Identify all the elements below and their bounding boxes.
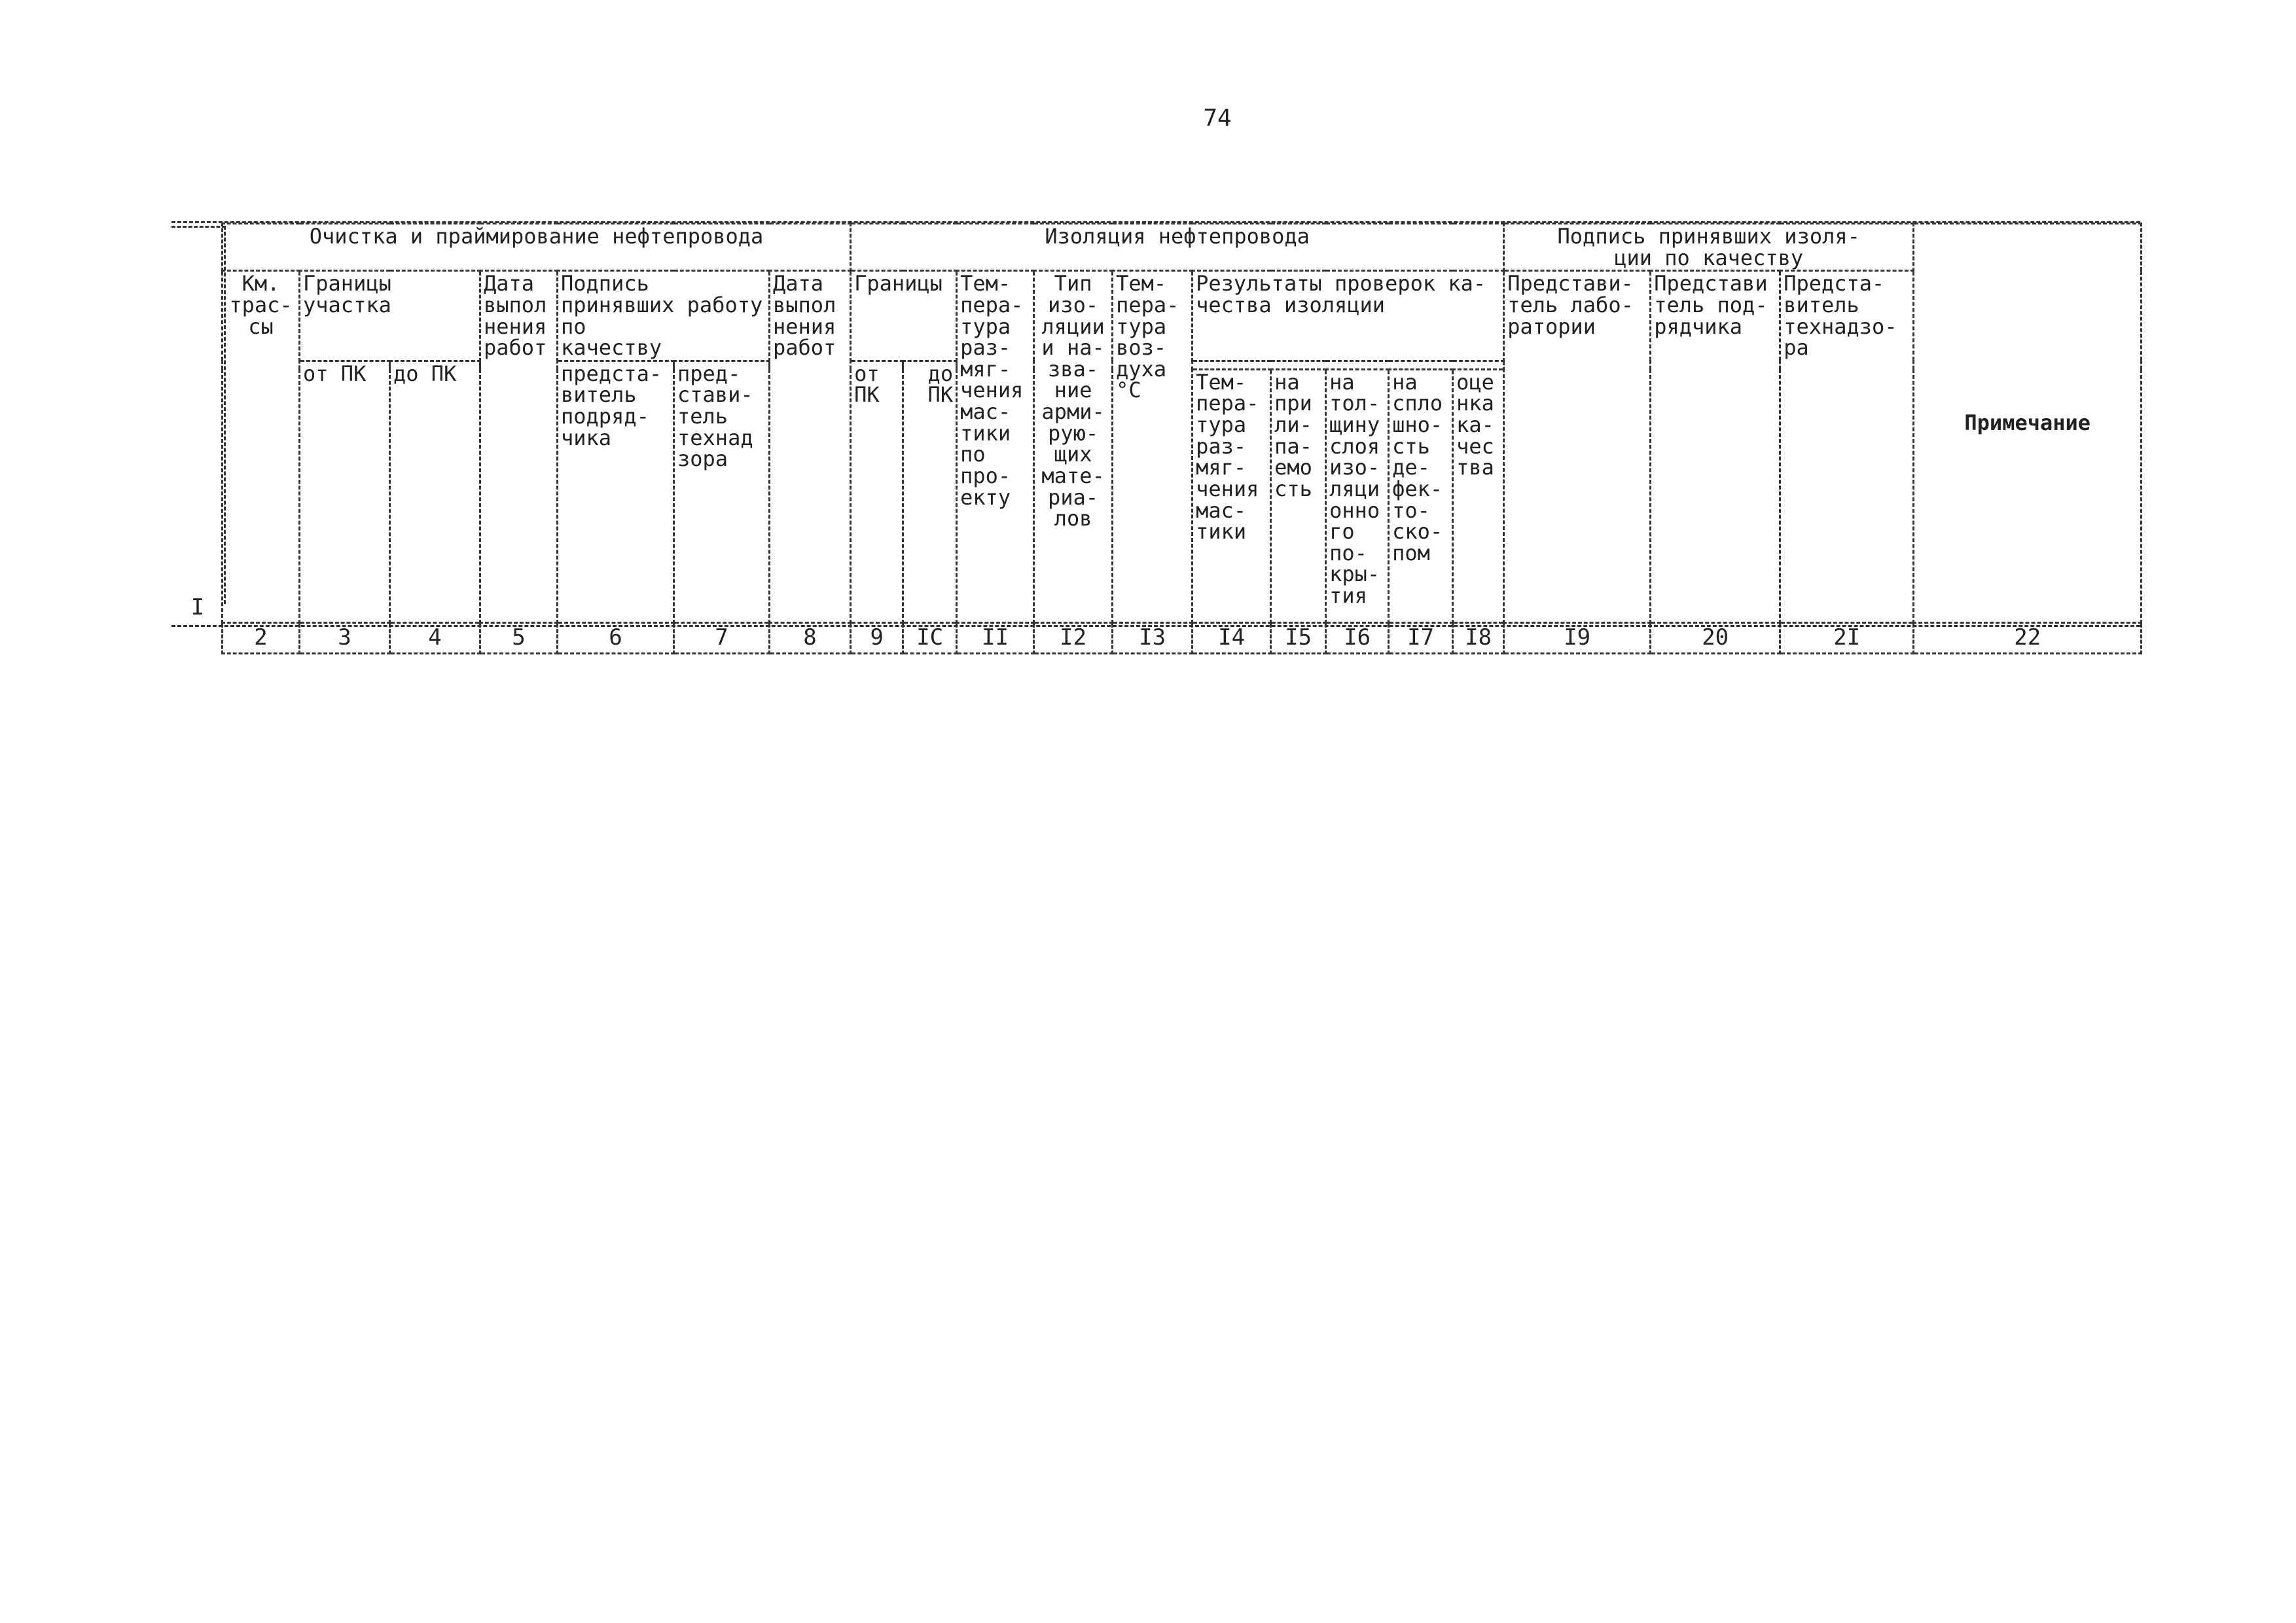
header-softening-temp-design: Тем- пера- тура раз- мяг- чения мас- тики по про- екту xyxy=(957,271,1034,623)
column-number: 4 xyxy=(390,622,480,653)
page-number: 74 xyxy=(1203,105,1232,132)
header-quality: оце нка ка- чес тва xyxy=(1453,369,1504,622)
bottom-dashed-rule xyxy=(171,625,2140,627)
column-number: I7 xyxy=(1389,622,1453,653)
header-softening-temp: Тем- пера- тура раз- мяг- чения мас- тики xyxy=(1193,369,1271,622)
header-cleaning-contractor-rep: предста- витель подряд- чика xyxy=(558,361,674,622)
header-cleaning-bounds: Границы участка xyxy=(300,271,480,361)
column-number: 9 xyxy=(851,622,903,653)
journal-form-table-wrap xyxy=(221,223,2140,654)
column-number: I3 xyxy=(1113,622,1193,653)
header-thickness: на тол- щину слоя изо- ляци онно го по- кры- тия xyxy=(1326,369,1389,622)
column-number-1: I xyxy=(190,594,205,620)
column-number: 2 xyxy=(223,622,300,653)
header-lab-rep: Представи- тель лабо- ратории xyxy=(1504,271,1651,623)
column-number: 2I xyxy=(1780,622,1914,653)
left-blank-column xyxy=(171,226,226,604)
header-cleaning-signature: Подпись принявших работу по качеству xyxy=(558,271,770,361)
group-header-acceptance: Подпись принявших изоля- ции по качеству xyxy=(1504,224,1914,271)
header-air-temp: Тем- пера- тура воз- духа °С xyxy=(1113,271,1193,623)
column-number: 5 xyxy=(480,622,558,653)
group-header-insulation: Изоляция нефтепровода xyxy=(851,224,1504,271)
column-number: 20 xyxy=(1651,622,1780,653)
header-insulation-to-pk: до ПК xyxy=(903,361,957,622)
header-acceptance-supervision-rep: Предста- витель технадзо- ра xyxy=(1780,271,1914,623)
column-number: I2 xyxy=(1034,622,1113,653)
column-number: 8 xyxy=(770,622,851,653)
header-cleaning-to-pk: до ПК xyxy=(390,361,480,622)
header-insulation-bounds: Границы xyxy=(851,271,957,361)
column-number: 22 xyxy=(1914,622,2142,653)
header-cleaning-supervision-rep: пред- стави- тель технад зора xyxy=(674,361,770,622)
column-number: I9 xyxy=(1504,622,1651,653)
header-cleaning-date: Дата выпол нения работ xyxy=(480,271,558,623)
header-check-results: Результаты проверок ка- чества изоляции xyxy=(1193,271,1504,361)
header-continuity: на спло шно- сть де- фек- то- ско- пом xyxy=(1389,369,1453,622)
header-km: Км. трас- сы xyxy=(223,271,300,623)
column-number: 6 xyxy=(558,622,674,653)
header-note: Примечание xyxy=(1914,224,2142,623)
column-number: I6 xyxy=(1326,622,1389,653)
column-number: I4 xyxy=(1193,622,1271,653)
column-number: IC xyxy=(903,622,957,653)
header-cleaning-from-pk: от ПК xyxy=(300,361,390,622)
header-insulation-date: Дата выпол нения работ xyxy=(770,271,851,623)
column-number: I5 xyxy=(1271,622,1326,653)
column-number: 7 xyxy=(674,622,770,653)
header-adhesion: на при ли- па- емо сть xyxy=(1271,369,1326,622)
header-acceptance-contractor-rep: Представи тель под- рядчика xyxy=(1651,271,1780,623)
column-number: I8 xyxy=(1453,622,1504,653)
insulation-journal-table xyxy=(221,223,2142,654)
header-insulation-type: Тип изо- ляции и на- зва- ние арми- рую- щих мате- риа- лов xyxy=(1034,271,1113,623)
header-insulation-from-pk: от ПК xyxy=(851,361,903,622)
header-results-divider xyxy=(1193,361,1504,369)
group-header-cleaning: Очистка и праймирование нефтепровода xyxy=(223,224,851,271)
column-number: II xyxy=(957,622,1034,653)
column-number: 3 xyxy=(300,622,390,653)
